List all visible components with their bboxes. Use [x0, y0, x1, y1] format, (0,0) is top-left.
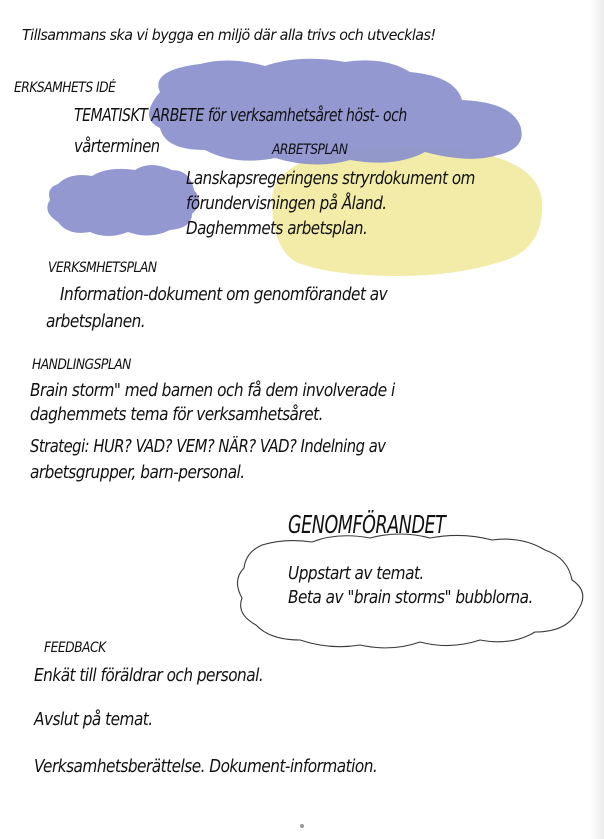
- verksamhetside-line1: TEMATISKT ARBETE för verksamhetsåret höst- och: [74, 105, 407, 126]
- arbetsplan-line: Lanskapsregeringens stryrdokument om: [186, 168, 475, 189]
- arbetsplan-heading: ARBETSPLAN: [272, 142, 348, 158]
- handlingsplan-line: arbetsgrupper, barn-personal.: [30, 462, 245, 483]
- genomforandet-line: Uppstart av temat.: [288, 563, 424, 584]
- feedback-heading: FEEDBACK: [44, 640, 106, 656]
- handlingsplan-heading: HANDLINGSPLAN: [32, 357, 131, 373]
- arbetsplan-line: förundervisningen på Åland.: [186, 193, 387, 214]
- scan-edge-shadow: [590, 0, 604, 839]
- handlingsplan-line: Strategi: HUR? VAD? VEM? NÄR? VAD? Indelning av: [30, 436, 386, 457]
- genomforandet-heading: GENOMFÖRANDET: [288, 510, 446, 539]
- motto: Tillsammans ska vi bygga en miljö där alla trivs och utvecklas!: [22, 26, 436, 44]
- verksamhetsplan-line: Information-dokument om genomförandet av: [60, 284, 388, 305]
- verksamhetsplan-heading: VERKSMHETSPLAN: [48, 260, 157, 276]
- handlingsplan-line: Brain storm" med barnen och få dem involverade i: [30, 380, 395, 401]
- arbetsplan-line: Daghemmets arbetsplan.: [186, 218, 368, 239]
- genomforandet-line: Beta av "brain storms" bubblorna.: [288, 587, 533, 608]
- feedback-line: Verksamhetsberättelse. Dokument-information.: [34, 756, 378, 777]
- handlingsplan-line: daghemmets tema för verksamhetsåret.: [30, 404, 323, 425]
- verksamhetsplan-line: arbetsplanen.: [46, 311, 146, 332]
- feedback-line: Enkät till föräldrar och personal.: [34, 665, 264, 686]
- scan-speck: [300, 824, 304, 828]
- verksamhetside-heading: ERKSAMHETS IDÉ: [14, 80, 116, 96]
- feedback-line: Avslut på temat.: [34, 709, 153, 730]
- small-blue-cloud: [47, 165, 199, 236]
- verksamhetside-line2: vårterminen: [74, 136, 160, 157]
